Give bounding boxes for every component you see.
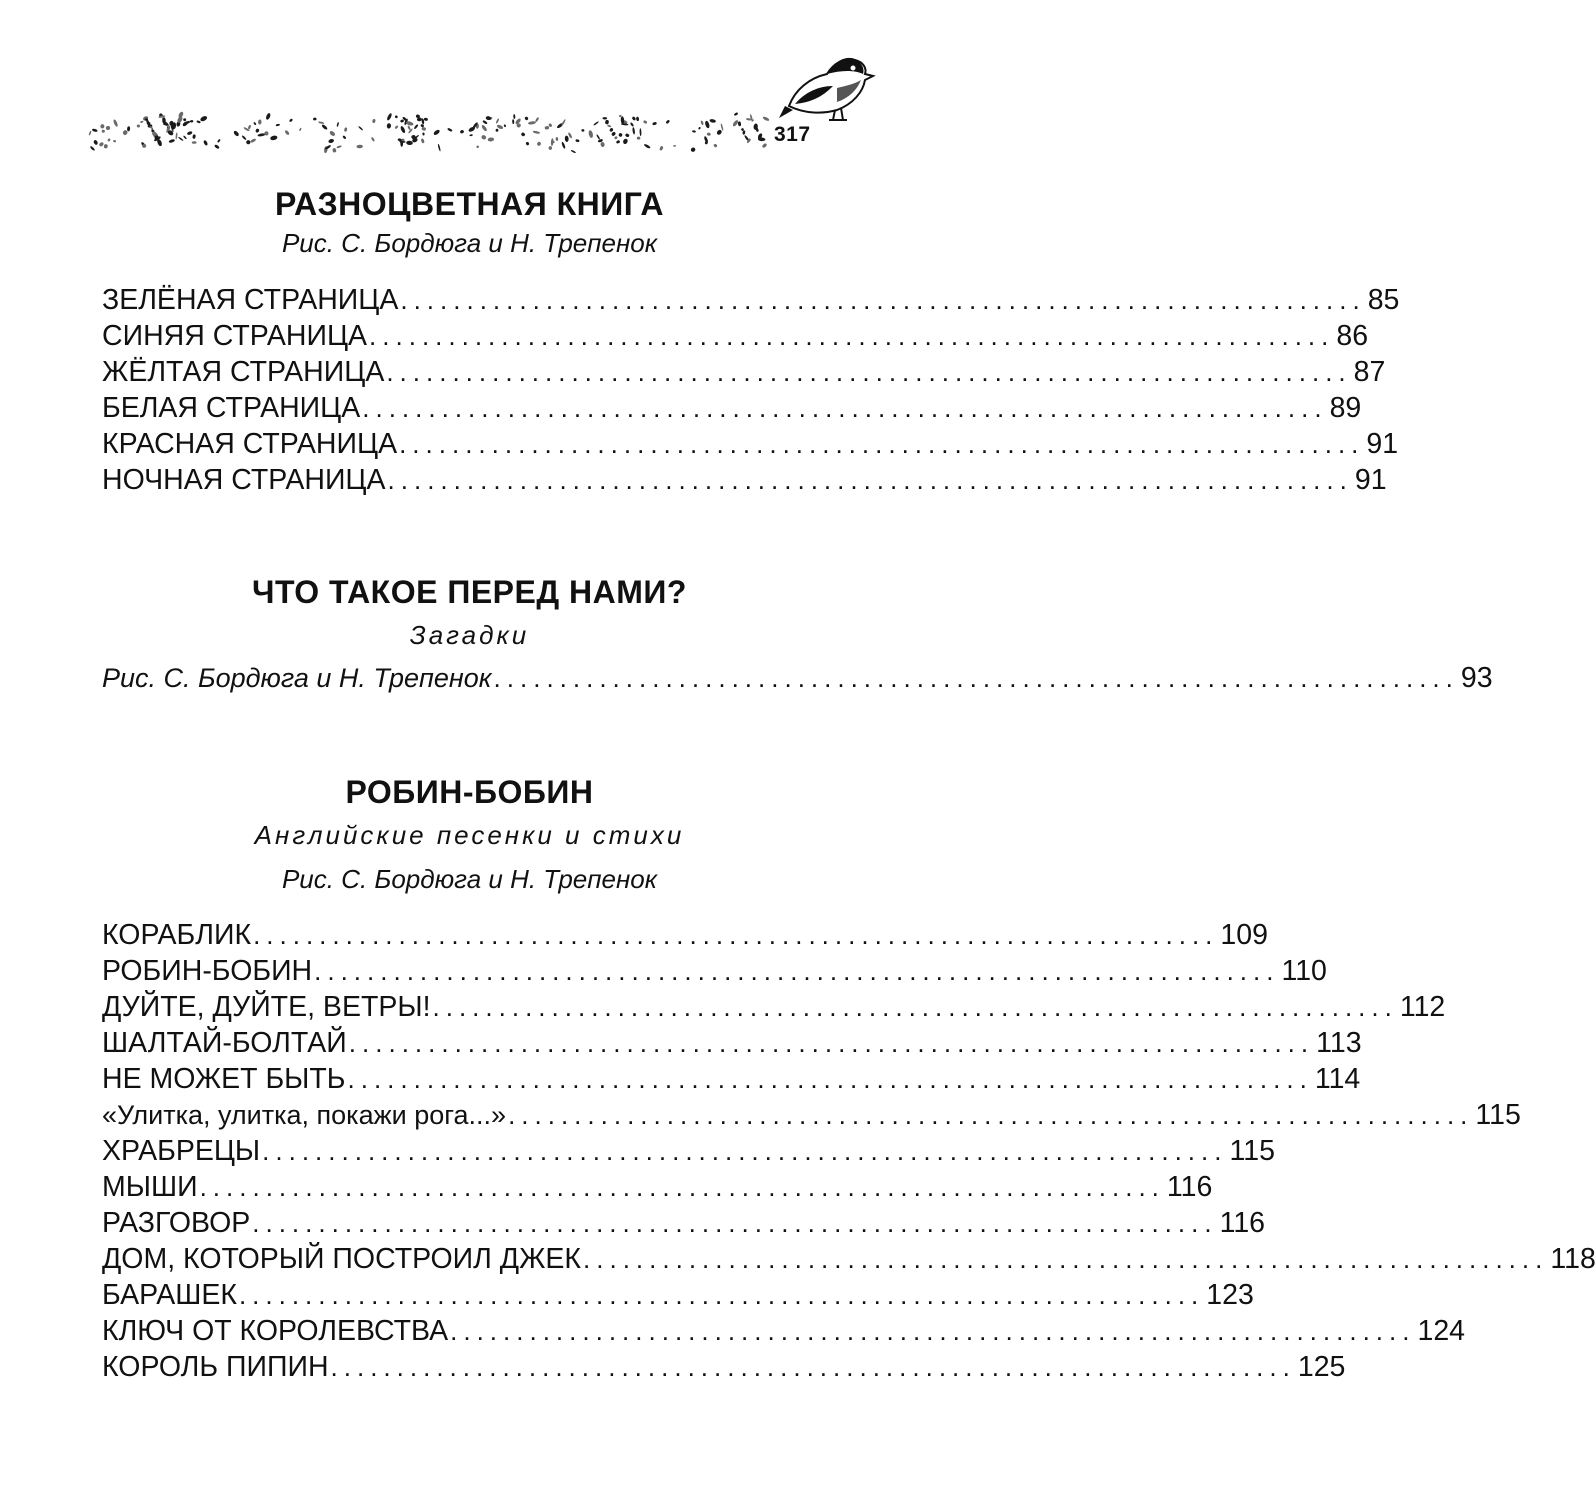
toc-entry-title: РОБИН-БОБИН (102, 955, 313, 987)
toc-entry[interactable] (102, 282, 1400, 318)
toc-entry-page: 110 (1281, 955, 1327, 987)
toc-list (102, 282, 1400, 498)
section-subtitle-illustrators: Рис. С. Бордюга и Н. Трепенок (281, 864, 658, 894)
toc-entry[interactable] (102, 1277, 1254, 1313)
toc-entry[interactable] (102, 354, 1386, 390)
section-subtitle: Рис. С. Бордюга и Н. Трепенок (281, 228, 658, 258)
toc-entry-title: «Улитка, улитка, покажи рога...» (102, 1100, 507, 1130)
dot-leader: ......................................................................... (493, 663, 1459, 693)
toc-entry-title: КОРОЛЬ ПИПИН (102, 1351, 329, 1383)
toc-entry-page: 116 (1219, 1207, 1266, 1239)
toc-entry-title: МЫШИ (102, 1171, 198, 1203)
toc-entry-page: 125 (1297, 1351, 1346, 1383)
toc-entry-page: 115 (1475, 1099, 1521, 1131)
dot-leader: ......................................................................... (262, 1136, 1228, 1166)
page-number: 317 (774, 123, 811, 146)
toc-entry-title: КОРАБЛИК (102, 919, 252, 951)
toc-entry-page: 118 (1550, 1243, 1596, 1275)
toc-entry-title: БЕЛАЯ СТРАНИЦА (102, 392, 361, 424)
toc-entry-title: ЗЕЛЁНАЯ СТРАНИЦА (102, 284, 399, 316)
toc-entry-page: 114 (1314, 1063, 1361, 1095)
toc-entry-page: 93 (1460, 662, 1493, 694)
toc-entry[interactable] (102, 1205, 1266, 1241)
toc-entry-page: 85 (1367, 284, 1400, 316)
toc-entry[interactable] (102, 1241, 1596, 1277)
dot-leader: ......................................................................... (508, 1100, 1474, 1130)
toc-list (102, 660, 1493, 696)
toc-entry-page: 86 (1336, 320, 1369, 352)
toc-entry[interactable] (102, 426, 1399, 462)
leaf-border-icon (88, 108, 772, 158)
toc-entry-title: НОЧНАЯ СТРАНИЦА (102, 464, 386, 496)
dot-leader: ......................................................................... (314, 956, 1280, 986)
toc-entry-page: 87 (1353, 356, 1386, 388)
toc-entry-title: БАРАШЕК (102, 1279, 237, 1311)
toc-entry-page: 123 (1206, 1279, 1254, 1311)
toc-entry-page: 113 (1316, 1027, 1362, 1059)
toc-entry-title: НЕ МОЖЕТ БЫТЬ (102, 1063, 346, 1095)
section-subtitle: Загадки (409, 620, 530, 650)
toc-entry[interactable] (102, 318, 1369, 354)
dot-leader: ......................................................................... (432, 992, 1398, 1022)
toc-entry-page: 116 (1166, 1171, 1213, 1203)
section-title: ЧТО ТАКОЕ ПЕРЕД НАМИ? (252, 574, 687, 610)
toc-entry-page: 112 (1399, 991, 1446, 1023)
toc-entry-page: 124 (1417, 1315, 1466, 1347)
titmouse-bird-icon (775, 48, 875, 133)
dot-leader: ......................................................................... (348, 1028, 1315, 1058)
toc-entry[interactable] (102, 989, 1446, 1025)
toc-entry[interactable] (102, 1061, 1361, 1097)
dot-leader: ......................................................................... (252, 1208, 1218, 1238)
toc-entry-page: 109 (1220, 919, 1268, 951)
toc-entry-page: 91 (1354, 464, 1387, 496)
dot-leader: ......................................................................... (583, 1244, 1549, 1274)
toc-entry-title: КЛЮЧ ОТ КОРОЛЕВСТВА (102, 1315, 449, 1347)
dot-leader: ......................................................................... (330, 1352, 1296, 1382)
dot-leader: ......................................................................... (199, 1172, 1165, 1202)
section-title: РОБИН-БОБИН (345, 774, 594, 810)
toc-entry[interactable] (102, 953, 1327, 989)
toc-entry-title: ЖЁЛТАЯ СТРАНИЦА (102, 356, 385, 388)
toc-entry[interactable] (102, 1097, 1521, 1133)
toc-entry-title: ШАЛТАЙ-БОЛТАЙ (102, 1027, 347, 1059)
toc-entry[interactable] (102, 1025, 1362, 1061)
toc-entry-title: Рис. С. Бордюга и Н. Трепенок (102, 663, 492, 693)
dot-leader: ......................................................................... (400, 285, 1366, 315)
dot-leader: ......................................................................... (347, 1064, 1313, 1094)
toc-entry-title: КРАСНАЯ СТРАНИЦА (102, 428, 398, 460)
toc-entry[interactable] (102, 1313, 1466, 1349)
dot-leader: ......................................................................... (450, 1316, 1416, 1346)
dot-leader: ......................................................................... (369, 321, 1335, 351)
dot-leader: ......................................................................... (387, 465, 1353, 495)
toc-entry[interactable] (102, 1133, 1275, 1169)
dot-leader: ......................................................................... (253, 920, 1219, 950)
toc-entry[interactable] (102, 1169, 1213, 1205)
dot-leader: ......................................................................... (238, 1280, 1205, 1310)
toc-entry-page: 115 (1229, 1135, 1275, 1167)
toc-entry[interactable] (102, 1349, 1346, 1385)
toc-entry-title: СИНЯЯ СТРАНИЦА (102, 320, 368, 352)
toc-entry[interactable] (102, 462, 1387, 498)
section-subtitle: Английские песенки и стихи (254, 820, 685, 850)
toc-entry-title: РАЗГОВОР (102, 1207, 251, 1239)
toc-entry-page: 91 (1366, 428, 1399, 460)
toc-entry-title: ДОМ, КОТОРЫЙ ПОСТРОИЛ ДЖЕК (102, 1243, 582, 1275)
dot-leader: ......................................................................... (386, 357, 1352, 387)
toc-entry[interactable] (102, 917, 1268, 953)
toc-entry-title: ДУЙТЕ, ДУЙТЕ, ВЕТРЫ! (102, 991, 431, 1023)
toc-entry[interactable] (102, 390, 1362, 426)
toc-entry-page: 89 (1329, 392, 1362, 424)
section-title: РАЗНОЦВЕТНАЯ КНИГА (274, 186, 665, 222)
dot-leader: ......................................................................... (362, 393, 1328, 423)
toc-entry-title: ХРАБРЕЦЫ (102, 1135, 261, 1167)
toc-entry[interactable] (102, 660, 1493, 696)
toc-list (102, 917, 1596, 1385)
dot-leader: ......................................................................... (399, 429, 1365, 459)
